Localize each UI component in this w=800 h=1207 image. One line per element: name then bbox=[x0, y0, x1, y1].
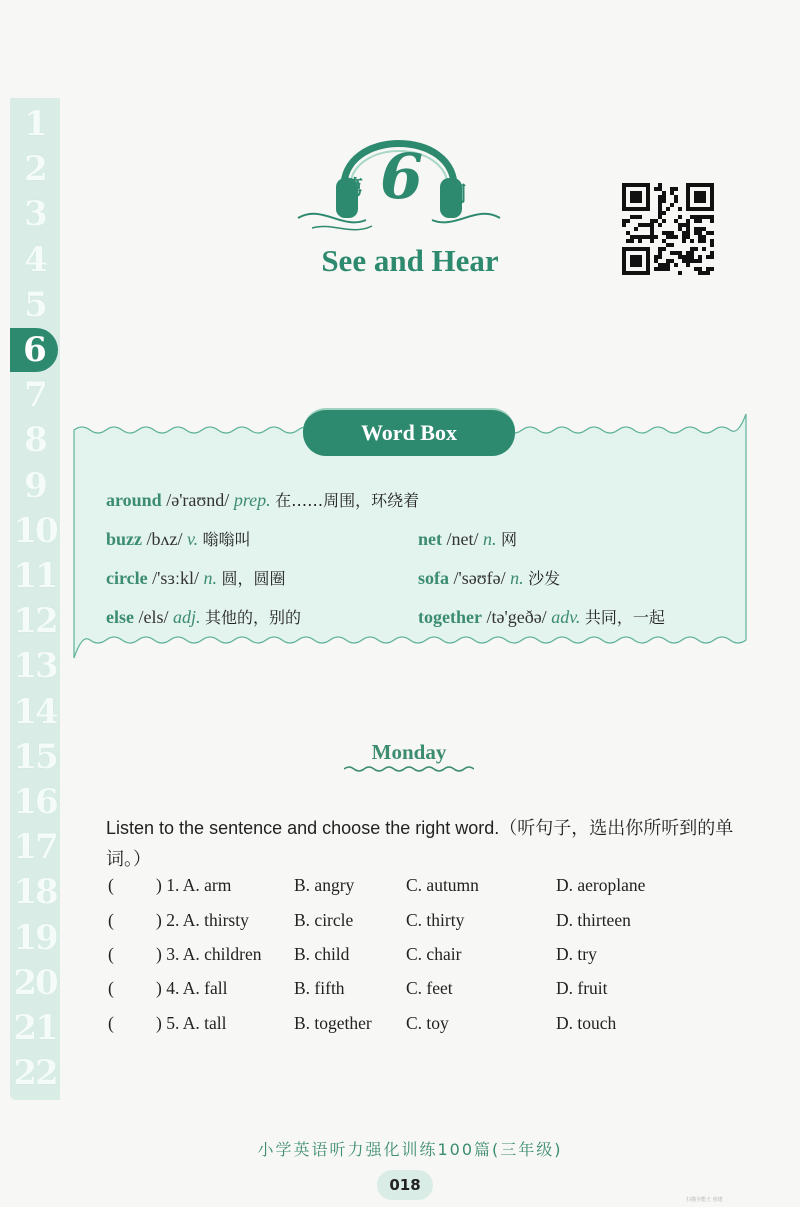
word: circle bbox=[106, 568, 148, 588]
word-entry bbox=[106, 605, 301, 628]
part-of-speech: v. bbox=[187, 529, 199, 549]
unit-tab-13[interactable]: 13 bbox=[13, 646, 57, 687]
option-b: B. circle bbox=[294, 910, 354, 930]
word-entry bbox=[418, 605, 665, 628]
option-b: B. angry bbox=[294, 875, 355, 895]
option-d: D. thirteen bbox=[556, 910, 631, 930]
question-row bbox=[106, 1013, 706, 1043]
option-d: D. try bbox=[556, 944, 597, 964]
qr-code-icon[interactable] bbox=[622, 183, 714, 275]
phonetic: /'səʊfə/ bbox=[453, 568, 506, 588]
week-suffix: 周 bbox=[446, 182, 467, 206]
unit-tab-6[interactable]: 6 bbox=[10, 328, 58, 372]
unit-tab-12[interactable]: 12 bbox=[13, 601, 57, 642]
option-b: B. together bbox=[294, 1013, 372, 1033]
option-a: ) 4. A. fall bbox=[156, 978, 228, 998]
phonetic: /tə'geðə/ bbox=[486, 607, 547, 627]
word-entry bbox=[418, 527, 517, 550]
unit-tab-11[interactable]: 11 bbox=[13, 556, 57, 596]
meaning: 其他的，别的 bbox=[205, 608, 302, 627]
option-d: D. aeroplane bbox=[556, 875, 646, 895]
unit-tab-19[interactable]: 19 bbox=[13, 917, 57, 958]
unit-tab-15[interactable]: 15 bbox=[13, 736, 57, 777]
page-title: See and Hear bbox=[321, 243, 499, 278]
meaning: 沙发 bbox=[528, 569, 561, 588]
part-of-speech: adj. bbox=[172, 607, 201, 627]
word: sofa bbox=[418, 568, 449, 588]
week-prefix: 第 bbox=[342, 176, 363, 200]
unit-tab-17[interactable]: 17 bbox=[13, 827, 57, 868]
part-of-speech: n. bbox=[203, 568, 217, 588]
answer-bracket[interactable]: ( bbox=[108, 910, 114, 930]
word: else bbox=[106, 607, 134, 627]
word: net bbox=[418, 529, 442, 549]
word-entry bbox=[106, 566, 285, 589]
unit-tab-4[interactable]: 4 bbox=[24, 239, 46, 280]
part-of-speech: adv. bbox=[551, 607, 581, 627]
unit-tab-21[interactable]: 21 bbox=[13, 1008, 57, 1048]
phonetic: /els/ bbox=[138, 607, 169, 627]
unit-tab-3[interactable]: 3 bbox=[24, 194, 46, 235]
unit-tab-strip bbox=[10, 98, 60, 1100]
scanner-watermark: 扫描全能王 创建 bbox=[686, 1197, 723, 1203]
option-c: C. thirty bbox=[406, 910, 465, 930]
option-c: C. chair bbox=[406, 944, 462, 964]
meaning: 嗡嗡叫 bbox=[202, 530, 251, 549]
question-row bbox=[106, 910, 706, 940]
unit-tab-2[interactable]: 2 bbox=[24, 149, 46, 190]
wavy-underline bbox=[344, 765, 474, 773]
word-entry bbox=[106, 527, 251, 550]
option-a: ) 5. A. tall bbox=[156, 1013, 227, 1033]
option-d: D. fruit bbox=[556, 978, 608, 998]
unit-tab-1[interactable]: 1 bbox=[24, 104, 46, 144]
answer-bracket[interactable]: ( bbox=[108, 978, 114, 998]
unit-tab-18[interactable]: 18 bbox=[13, 872, 57, 913]
section-title-monday: Monday bbox=[371, 740, 447, 764]
question-row bbox=[106, 978, 706, 1008]
meaning: 共同，一起 bbox=[584, 608, 665, 627]
question-row bbox=[106, 875, 706, 905]
unit-tab-9[interactable]: 9 bbox=[24, 465, 46, 506]
unit-tab-14[interactable]: 14 bbox=[13, 691, 57, 732]
page-number: 018 bbox=[377, 1170, 433, 1200]
option-c: C. autumn bbox=[406, 875, 479, 895]
option-c: C. toy bbox=[406, 1013, 449, 1033]
word: around bbox=[106, 490, 162, 510]
option-b: B. child bbox=[294, 944, 350, 964]
instruction-text: Listen to the sentence and choose the right word.（听句子，选出你所听到的单词。） bbox=[106, 818, 734, 869]
option-c: C. feet bbox=[406, 978, 453, 998]
unit-tab-5[interactable]: 5 bbox=[24, 284, 46, 325]
answer-bracket[interactable]: ( bbox=[108, 1013, 114, 1033]
word: buzz bbox=[106, 529, 142, 549]
word-box-title: Word Box bbox=[303, 408, 515, 456]
option-d: D. touch bbox=[556, 1013, 617, 1033]
question-row bbox=[106, 944, 706, 974]
week-number: 6 bbox=[380, 140, 424, 213]
phonetic: /ə'raʊnd/ bbox=[166, 490, 230, 510]
meaning: 圆，圆圈 bbox=[221, 569, 286, 588]
option-a: ) 2. A. thirsty bbox=[156, 910, 249, 930]
option-b: B. fifth bbox=[294, 978, 345, 998]
phonetic: /net/ bbox=[446, 529, 479, 549]
phonetic: /'sɜːkl/ bbox=[152, 568, 199, 588]
unit-tab-10[interactable]: 10 bbox=[13, 510, 57, 551]
phonetic: /bʌz/ bbox=[146, 529, 183, 549]
word-entry bbox=[106, 488, 419, 511]
part-of-speech: n. bbox=[483, 529, 497, 549]
unit-tab-8[interactable]: 8 bbox=[24, 420, 46, 461]
meaning: 在……周围，环绕着 bbox=[275, 491, 420, 510]
meaning: 网 bbox=[501, 530, 518, 549]
option-a: ) 3. A. children bbox=[156, 944, 262, 964]
option-a: ) 1. A. arm bbox=[156, 875, 232, 895]
word: together bbox=[418, 607, 482, 627]
word-entry bbox=[418, 566, 560, 589]
answer-bracket[interactable]: ( bbox=[108, 944, 114, 964]
part-of-speech: n. bbox=[510, 568, 524, 588]
unit-tab-22[interactable]: 22 bbox=[13, 1053, 57, 1094]
unit-tab-20[interactable]: 20 bbox=[13, 962, 57, 1003]
unit-tab-7[interactable]: 7 bbox=[24, 375, 46, 416]
unit-tab-16[interactable]: 16 bbox=[13, 782, 57, 822]
answer-bracket[interactable]: ( bbox=[108, 875, 114, 895]
part-of-speech: prep. bbox=[233, 490, 271, 510]
book-title-footer: 小学英语听力强化训练100篇(三年级) bbox=[257, 1140, 563, 1159]
